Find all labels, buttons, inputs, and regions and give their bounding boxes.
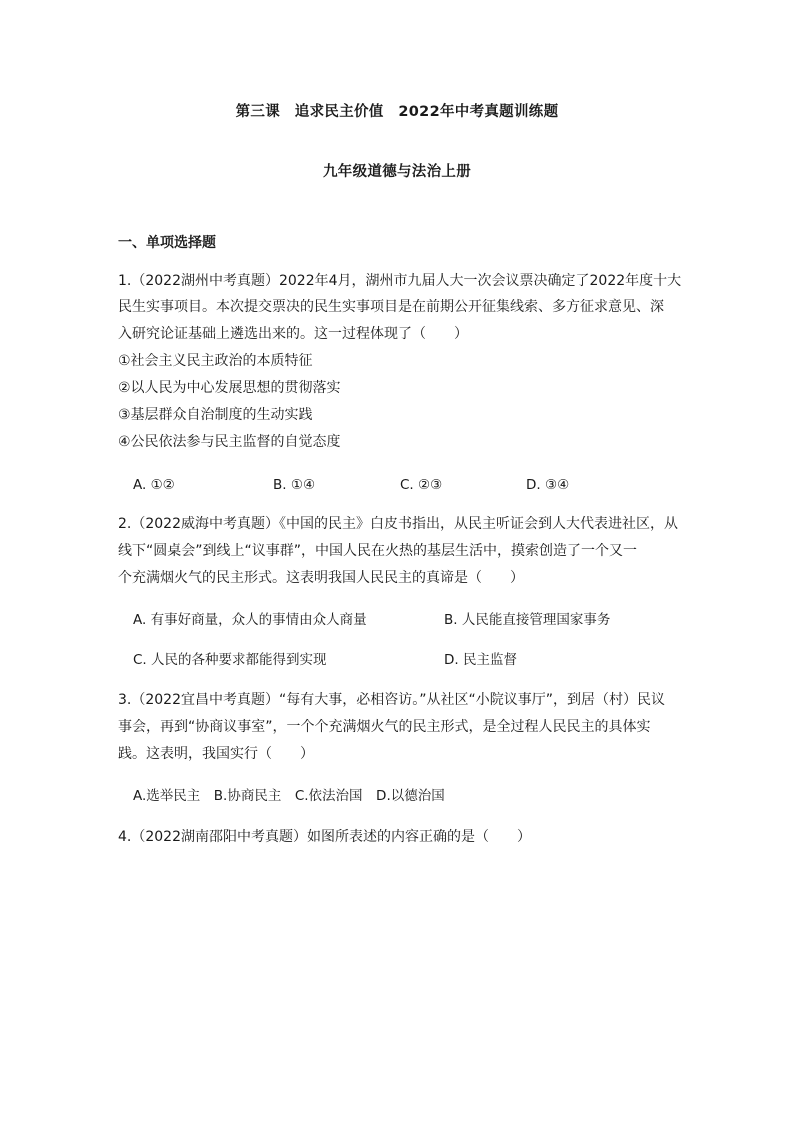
question-1-option-a: A. ①② <box>133 477 175 493</box>
question-3-line-3: 践。这表明，我国实行（ ） <box>118 746 314 762</box>
question-1-option-b: B. ①④ <box>273 477 316 493</box>
question-2-line-2: 线下“圆桌会”到线上“议事群”，中国人民在火热的基层生活中，摸索创造了一个又一 <box>118 543 638 559</box>
question-3-line-1: 3.（2022宜昌中考真题）“每有大事，必相咨访。”从社区“小院议事厅”，到居（村）民议 <box>118 692 665 708</box>
question-1-line-3: 入研究论证基础上遴选出来的。这一过程体现了（ ） <box>118 326 468 342</box>
document-title: 第三课 追求民主价值 2022年中考真题训练题 <box>235 104 559 120</box>
question-1-line-2: 民生实事项目。本次提交票决的民生实事项目是在前期公开征集线索、多方征求意见、深 <box>118 299 664 315</box>
question-2-line-3: 个充满烟火气的民主形式。这表明我国人民民主的真谛是（ ） <box>118 570 524 586</box>
question-2-option-b: B. 人民能直接管理国家事务 <box>444 612 611 628</box>
question-1-item-1: ①社会主义民主政治的本质特征 <box>118 353 313 369</box>
question-3-options: A.选举民主 B.协商民主 C.依法治国 D.以德治国 <box>133 788 445 804</box>
question-3-line-2: 事会，再到“协商议事室”，一个个充满烟火气的民主形式，是全过程人民民主的具体实 <box>118 719 651 735</box>
question-1-option-c: C. ②③ <box>400 477 443 493</box>
question-1-item-2: ②以人民为中心发展思想的贯彻落实 <box>118 380 341 396</box>
section-title: 一、单项选择题 <box>118 235 216 251</box>
question-1-option-d: D. ③④ <box>526 477 570 493</box>
question-1-line-1: 1.（2022湖州中考真题）2022年4月，湖州市九届人大一次会议票决确定了2022年度十大 <box>118 273 682 289</box>
question-2-line-1: 2.（2022威海中考真题）《中国的民主》白皮书指出，从民主听证会到人大代表进社区，从 <box>118 516 678 532</box>
question-1-item-3: ③基层群众自治制度的生动实践 <box>118 407 313 423</box>
question-1-item-4: ④公民依法参与民主监督的自觉态度 <box>118 434 341 450</box>
question-2-option-a: A. 有事好商量，众人的事情由众人商量 <box>133 612 367 628</box>
question-2-option-c: C. 人民的各种要求都能得到实现 <box>133 652 327 668</box>
question-2-option-d: D. 民主监督 <box>444 652 517 668</box>
question-4-line-1: 4.（2022湖南邵阳中考真题）如图所表述的内容正确的是（ ） <box>118 829 531 845</box>
document-subtitle: 九年级道德与法治上册 <box>323 164 471 180</box>
